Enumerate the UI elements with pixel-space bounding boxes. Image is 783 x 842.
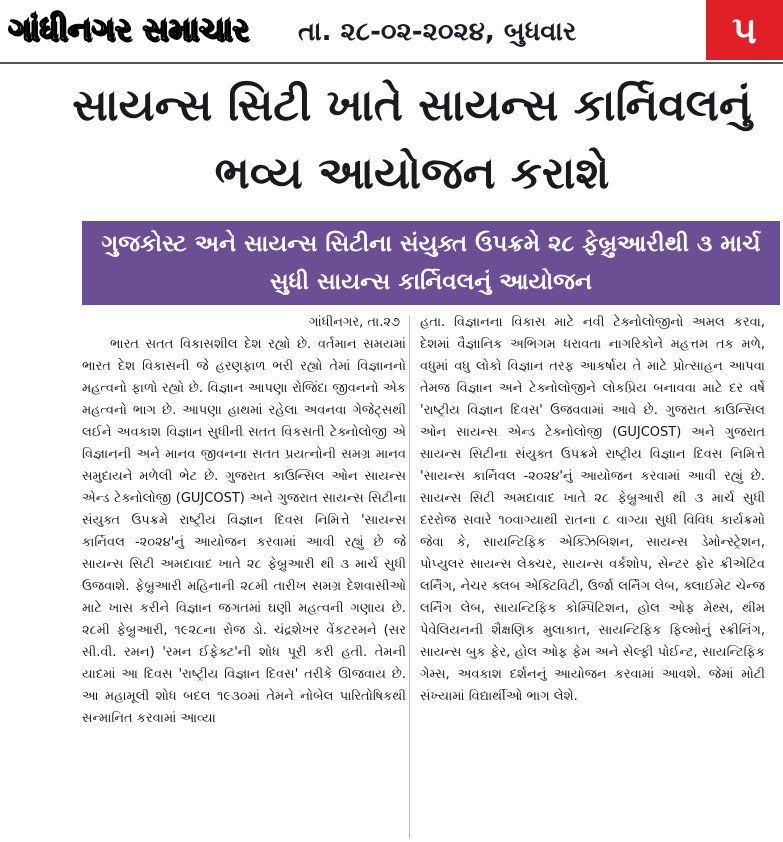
subheadline-banner [82, 221, 780, 305]
column-right-text: હતા. વિજ્ઞાનના વિકાસ માટે નવી ટેક્નોલોજીનો અમલ કરવા, દેશમાં વૈજ્ઞાનિક અભિગમ ધરાવતા નાગરિકોને મહત્તમ તક મળે, વધુમાં વધુ લોકો વિજ્ઞાન તરફ આકર્ષાય તે માટે પ્રોત્સાહન આપવા તેમજ વિજ્ઞાન અને ટેક્નોલોજીને લોકપ્રિય બનાવવા માટે દર વર્ષે 'રાષ્ટ્રીય વિજ્ઞાન દિવસ' ઉજવવામાં આવે છે. ગુજરાત કાઉન્સિલ ઓન સાયન્સ એન્ડ ટેક્નોલોજી (GUJCOST) અને ગુજરાત સાયન્સ સિટીના સંયુક્ત ઉપક્રમે રાષ્ટ્રીય વિજ્ઞાન દિવસ નિમિત્તે 'સાયન્સ કાર્નિવલ -૨૦૨૪'નું આયોજન કરવામાં આવી રહ્યું છે. સાયન્સ સિટી અમદાવાદ ખાતે ૨૮ ફેબ્રુઆરી થી ૩ માર્ચ સુધી દરરોજ સવારે ૧૦વાગ્યાથી રાતના ૮ વાગ્યા સુધી વિવિધ કાર્યક્રમો જેવા કે, સાયન્ટિફિક એક્ઝિબિશન, સાયન્સ ડેમોન્સ્ટ્રેશન, પોપ્યુલર સાયન્સ લેક્ચર, સાયન્સ વર્કશોપ, સેન્ટર ફોર ક્રીએટિવ લર્નિંગ, નેચર ક્લબ એક્ટિવિટી, ઉર્જા લર્નિંગ લેબ, ક્લાઈમેટ ચેન્જ લર્નિંગ લેબ, સાયન્ટિફિક કોમ્પિટિશન, હોલ ઓફ મેથ્સ, થીમ પેવેલિયનની શૈક્ષણિક મુલાકાત, સાયન્ટિફિક ફિલ્મોનું સ્ક્રીનિંગ, સાયન્સ બુક ફેર, હોલ ઓફ ફેમ અને સેલ્ફી પોઈન્ટ, સાયન્ટિફિક ગેમ્સ, અવકાશ દર્શનનું આયોજન કરવામાં આવશે. જેમાં મોટી સંખ્યામાં વિદ્યાર્થીઓ ભાગ લેશે. [420, 315, 765, 704]
masthead [0, 0, 783, 64]
newspaper-name: ગાંધીનગર સમાચાર [8, 10, 249, 48]
page-number-badge: ૫ [706, 0, 783, 60]
subheadline-text: ગુજકોસ્ટ અને સાયન્સ સિટીના સંયુક્ત ઉપક્રમે ૨૮ ફેબ્રુઆરીથી ૩ માર્ચ સુધી સાયન્સ કાર્નિવલનું આયોજન [101, 231, 761, 295]
article-headline: સાયન્સ સિટી ખાતે સાયન્સ કાર્નિવલનું ભવ્ય આયોજન કરાશે [72, 80, 752, 199]
article-column-left [82, 312, 406, 730]
article-column-right [420, 312, 765, 708]
issue-date: તા. ૨૮-૦૨-૨૦૨૪, બુધવાર [298, 17, 577, 47]
dateline: ગાંધીનગર, તા.૨૭ [309, 315, 400, 330]
column-divider [409, 316, 410, 838]
column-left-text: ભારત સતત વિકાસશીલ દેશ રહ્યો છે. વર્તમાન સમયમાં ભારત દેશ વિકાસની જે હરણફાળ ભરી રહ્યો તેમાં વિજ્ઞાનનો મહત્વનો ફાળો રહ્યો છે. વિજ્ઞાન આપણા રોજિંદા જીવનનો એક મહત્વનો ભાગ છે. આપણા હાથમાં રહેલા અવનવા ગેજેટ્સથી લઈને અવકાશ વિજ્ઞાન સુધીની સતત વિકસતી ટેક્નોલોજી એ વિજ્ઞાનની અને માનવ જીવનના સતત પ્રયત્નોની સમગ્ર માનવ સમુદાયને મળેલી ભેટ છે. ગુજરાત કાઉન્સિલ ઓન સાયન્સ એન્ડ ટેક્નોલોજી (GUJCOST) અને ગુજરાત સાયન્સ સિટીના સંયુક્ત ઉપક્રમે રાષ્ટ્રીય વિજ્ઞાન દિવસ નિમિત્તે 'સાયન્સ કાર્નિવલ -૨૦૨૪'નું આયોજન કરવામાં આવી રહ્યું છે જે સાયન્સ સિટી અમદાવાદ ખાતે ૨૮ ફેબ્રુઆરી થી ૩ માર્ચ સુધી ઉજવાશે. ફેબ્રુઆરી મહિનાની ૨૮મી તારીખ સમગ્ર દેશવાસીઓ માટે ખાસ કરીને વિજ્ઞાન જગતમાં ઘણી મહત્વની ગણાય છે. ૨૮મી ફેબ્રુઆરી, ૧૯૨૮ના રોજ ડો. ચંદ્રશેખર વેંકટરમને (સર સી.વી. રમન) 'રમન ઈફેક્ટ'ની શોધ પૂરી કરી હતી. તેમની યાદમાં આ દિવસ 'રાષ્ટ્રીય વિજ્ઞાન દિવસ' તરીકે ઊજવાય છે. આ મહામૂલી શોધ બદલ ૧૯૩૦માં તેમને નોબેલ પારિતોષિકથી સન્માનિત કરવામાં આવ્યા [82, 337, 406, 726]
